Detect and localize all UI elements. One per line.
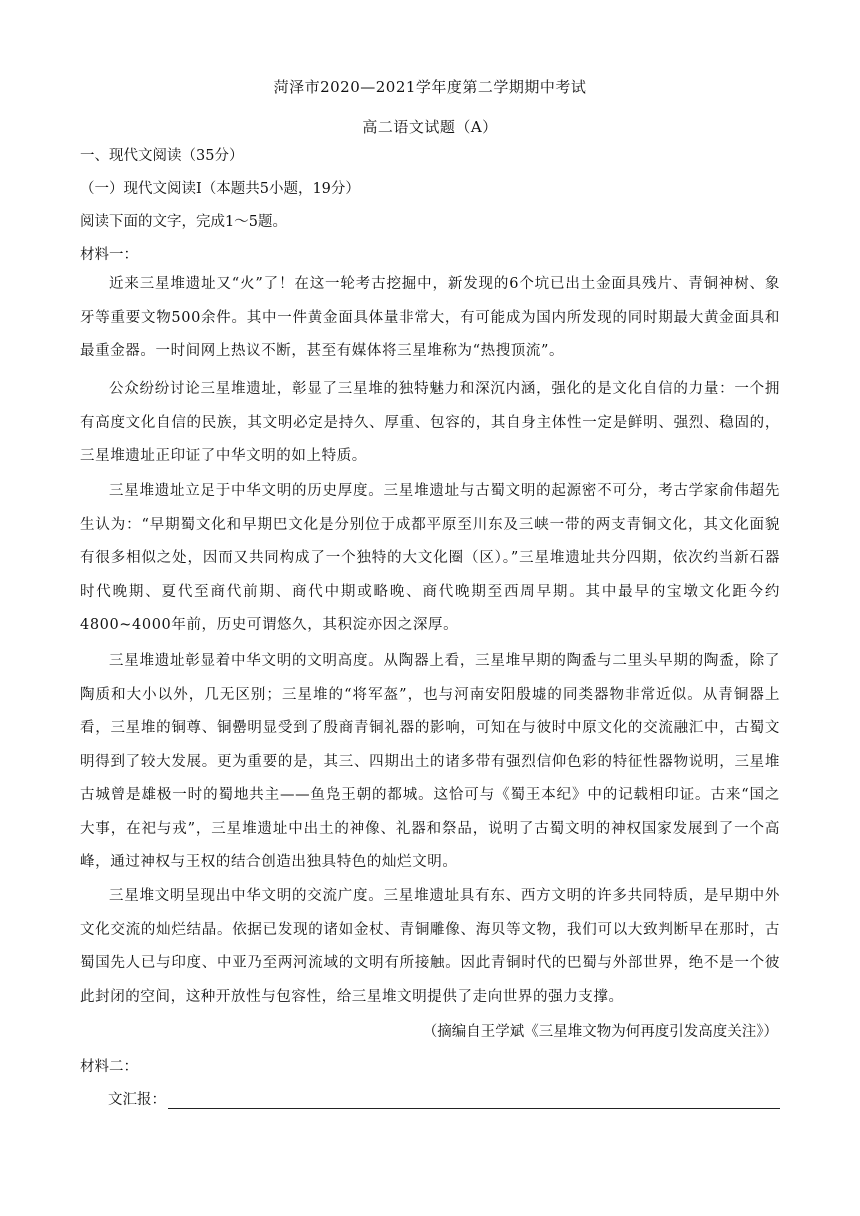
material-one-source: （摘编自王学斌《三星堆文物为何再度引发高度关注》） <box>422 1024 778 1040</box>
material-one-paragraph-2: 公众纷纷讨论三星堆遗址，彰显了三星堆的独特魅力和深沉内涵，强化的是文化自信的力量：一个拥有高度文化自信的民族，其文明必定是持久、厚重、包容的，其自身主体性一定是鲜明、强烈、稳固的，三星堆遗址正印证了中华文明的如上特质。 <box>80 381 780 464</box>
material-one-paragraph-3: 三星堆遗址立足于中华文明的历史厚度。三星堆遗址与古蜀文明的起源密不可分，考古学家俞伟超先生认为：“早期蜀文化和早期巴文化是分别位于成都平原至川东及三峡一带的两支青铜文化，其文化面貌有很多相似之处，因而又共同构成了一个独特的大文化圈（区）。”三星堆遗址共分四期，依次约当新石器时代晚期、夏代至商代前期、商代中期或略晚、商代晚期至西周早期。其中最早的宝墩文化距今约4800~4000年前，历史可谓悠久，其积淀亦因之深厚。 <box>80 483 780 633</box>
reading-instruction: 阅读下面的文字，完成1～5题。 <box>80 214 287 230</box>
material-one-paragraph-4: 三星堆遗址彰显着中华文明的文明高度。从陶器上看，三星堆早期的陶盉与二里头早期的陶盉，除了陶质和大小以外，几无区别；三星堆的“将军盔”，也与河南安阳殷墟的同类器物非常近似。从青铜器上看，三星堆的铜尊、铜罍明显受到了殷商青铜礼器的影响，可知在与彼时中原文化的交流融汇中，古蜀文明得到了较大发展。更为重要的是，其三、四期出土的诸多带有强烈信仰色彩的特征性器物说明，三星堆古城曾是雄极一时的蜀地共主——鱼凫王朝的都城。这恰可与《蜀王本纪》中的记载相印证。古来“国之大事，在祀与戎”，三星堆遗址中出土的神像、礼器和祭品，说明了古蜀文明的神权国家发展到了一个高峰，通过神权与王权的结合创造出独具特色的灿烂文明。 <box>80 653 780 870</box>
material-one-label: 材料一： <box>80 247 138 263</box>
exam-title: 菏泽市2020—2021学年度第二学期期中考试 <box>273 78 587 96</box>
material-one-paragraph-1: 近来三星堆遗址又“火”了！在这一轮考古挖掘中，新发现的6个坑已出土金面具残片、青铜神树、象牙等重要文物500余件。其中一件黄金面具体量非常大，有可能成为国内所发现的同时期最大黄金面具和最重金器。一时间网上热议不断，甚至有媒体将三星堆称为“热搜顶流”。 <box>80 276 780 359</box>
section-sub-heading: （一）现代文阅读Ⅰ（本题共5小题，19分） <box>80 181 360 197</box>
material-two-source-blank <box>168 1090 780 1109</box>
material-two-label: 材料二： <box>80 1059 138 1075</box>
exam-subtitle: 高二语文试题（A） <box>362 118 498 136</box>
material-two-source-row <box>108 1088 780 1109</box>
section-heading: 一、现代文阅读（35分） <box>80 148 244 164</box>
material-one-paragraph-5: 三星堆文明呈现出中华文明的交流广度。三星堆遗址具有东、西方文明的许多共同特质，是早期中外文化交流的灿烂结晶。依据已发现的诸如金杖、青铜雕像、海贝等文物，我们可以大致判断早在那时，古蜀国先人已与印度、中亚乃至两河流域的文明有所接触。因此青铜时代的巴蜀与外部世界，绝不是一个彼此封闭的空间，这种开放性与包容性，给三星堆文明提供了走向世界的强力支撑。 <box>80 888 780 1005</box>
material-two-source-label: 文汇报： <box>108 1092 166 1108</box>
